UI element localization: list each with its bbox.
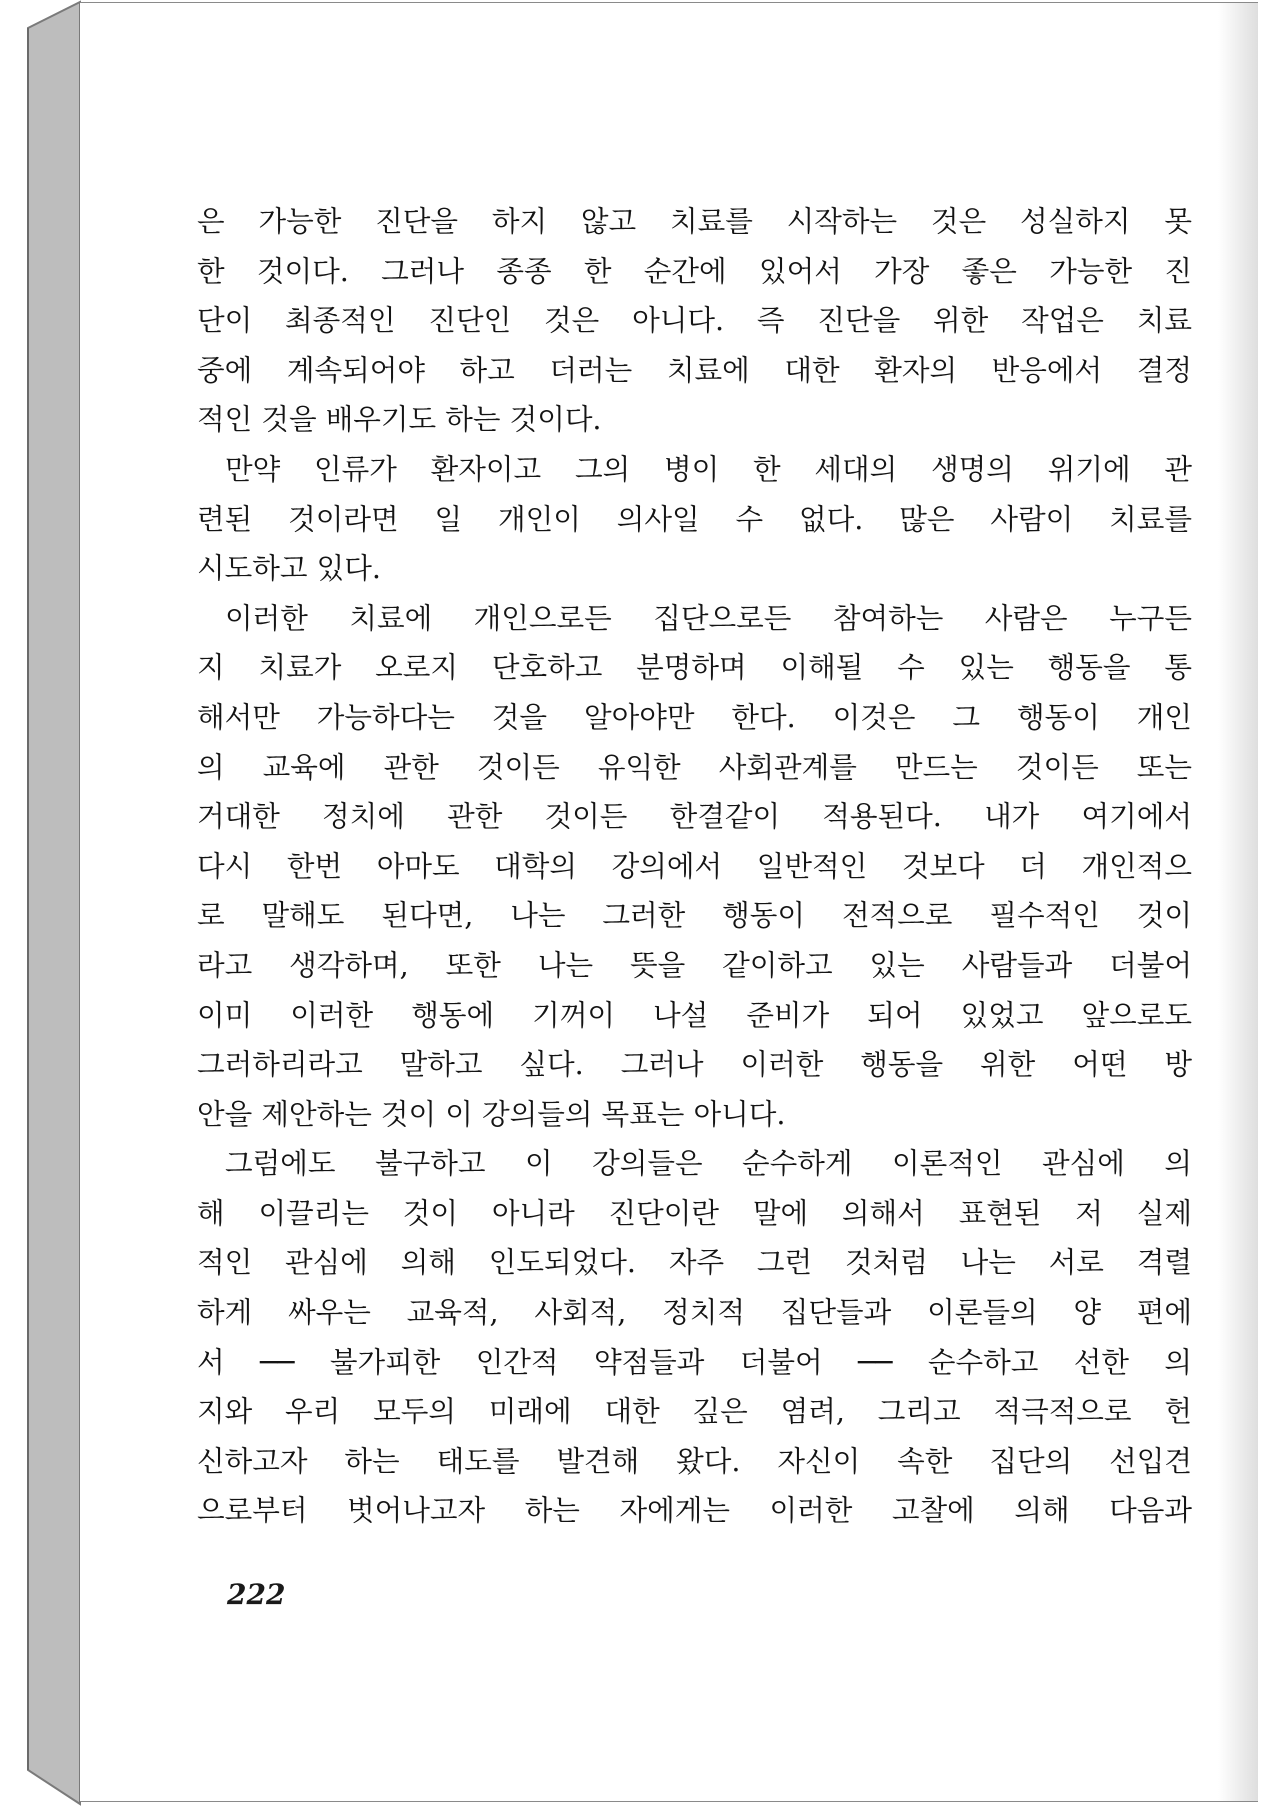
- paragraph-start-line: 그럼에도 불구하고 이 강의들은 순수하게 이론적인 관심에 의: [225, 1146, 1192, 1181]
- text-line: 신하고자 하는 태도를 발견해 왔다. 자신이 속한 집단의 선입견: [197, 1443, 1192, 1478]
- page-number: 222: [227, 1578, 286, 1611]
- page-edge-shadow: [1218, 3, 1258, 1801]
- text-line: 중에 계속되어야 하고 더러는 치료에 대한 환자의 반응에서 결정: [197, 352, 1192, 387]
- book-page: [80, 2, 1258, 1802]
- text-line: 서 ── 불가피한 인간적 약점들과 더불어 ── 순수하고 선한 의: [197, 1344, 1192, 1379]
- text-line: 적인 관심에 의해 인도되었다. 자주 그런 것처럼 나는 서로 격렬: [197, 1245, 1192, 1280]
- text-line: 의 교육에 관한 것이든 유익한 사회관계를 만드는 것이든 또는: [197, 749, 1192, 784]
- text-line: 단이 최종적인 진단인 것은 아니다. 즉 진단을 위한 작업은 치료: [197, 303, 1192, 338]
- text-line: 으로부터 벗어나고자 하는 자에게는 이러한 고찰에 의해 다음과: [197, 1493, 1192, 1528]
- text-line: 시도하고 있다.: [197, 551, 381, 586]
- text-line: 한 것이다. 그러나 종종 한 순간에 있어서 가장 좋은 가능한 진: [197, 253, 1192, 288]
- text-line: 안을 제안하는 것이 이 강의들의 목표는 아니다.: [197, 1096, 786, 1131]
- text-line: 하게 싸우는 교육적, 사회적, 정치적 집단들과 이론들의 양 편에: [197, 1295, 1192, 1330]
- paragraph-start-line: 만약 인류가 환자이고 그의 병이 한 세대의 생명의 위기에 관: [225, 451, 1192, 486]
- text-line: 적인 것을 배우기도 하는 것이다.: [197, 402, 602, 437]
- text-line: 그러하리라고 말하고 싶다. 그러나 이러한 행동을 위한 어떤 방: [197, 1047, 1192, 1082]
- text-line: 련된 것이라면 일 개인이 의사일 수 없다. 많은 사람이 치료를: [197, 501, 1192, 536]
- book-spine: [0, 0, 82, 1806]
- text-line: 이미 이러한 행동에 기꺼이 나설 준비가 되어 있었고 앞으로도: [197, 997, 1192, 1032]
- text-line: 해 이끌리는 것이 아니라 진단이란 말에 의해서 표현된 저 실제: [197, 1195, 1192, 1230]
- text-line: 다시 한번 아마도 대학의 강의에서 일반적인 것보다 더 개인적으: [197, 848, 1192, 883]
- body-text: [197, 197, 1192, 1536]
- paragraph-start-line: 이러한 치료에 개인으로든 집단으로든 참여하는 사람은 누구든: [225, 600, 1192, 635]
- text-line: 거대한 정치에 관한 것이든 한결같이 적용된다. 내가 여기에서: [197, 799, 1192, 834]
- text-line: 해서만 가능하다는 것을 알아야만 한다. 이것은 그 행동이 개인: [197, 699, 1192, 734]
- text-line: 지 치료가 오로지 단호하고 분명하며 이해될 수 있는 행동을 통: [197, 650, 1192, 685]
- text-line: 라고 생각하며, 또한 나는 뜻을 같이하고 있는 사람들과 더불어: [197, 947, 1192, 982]
- text-line: 은 가능한 진단을 하지 않고 치료를 시작하는 것은 성실하지 못: [197, 204, 1192, 238]
- text-line: 지와 우리 모두의 미래에 대한 깊은 염려, 그리고 적극적으로 헌: [197, 1394, 1192, 1429]
- text-line: 로 말해도 된다면, 나는 그러한 행동이 전적으로 필수적인 것이: [197, 898, 1192, 933]
